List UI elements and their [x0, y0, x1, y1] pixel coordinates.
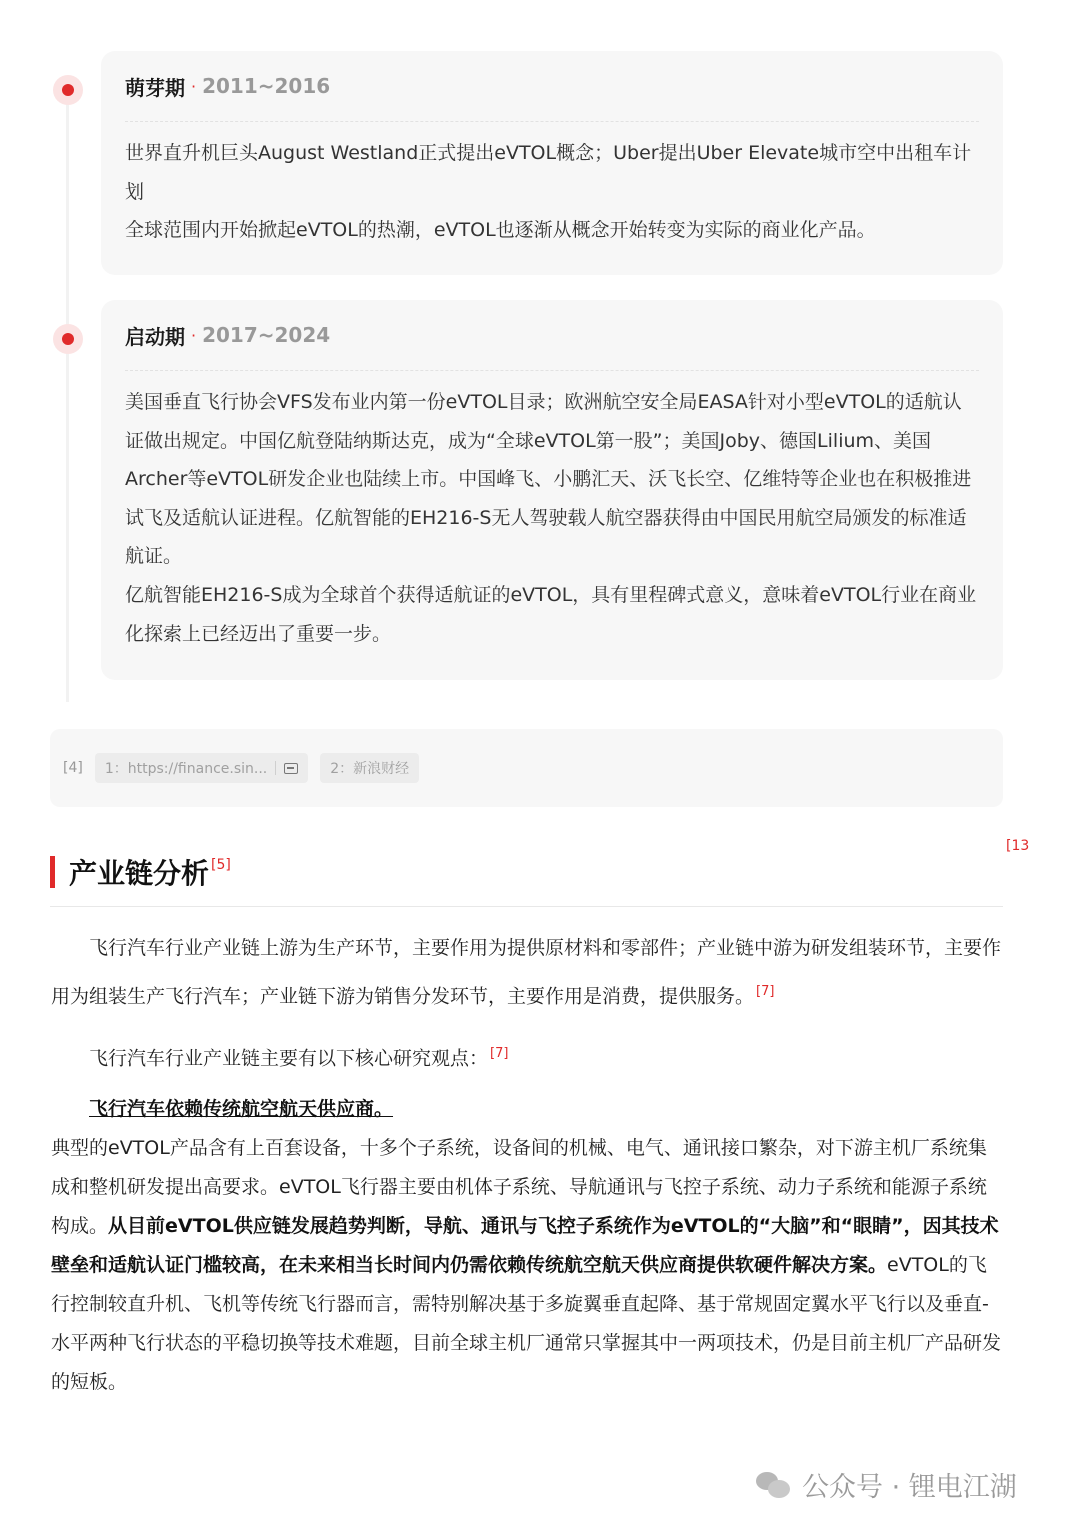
subheading: 飞行汽车依赖传统航空航天供应商。 — [89, 1098, 394, 1120]
stage-separator: · — [191, 325, 197, 345]
chip-divider — [275, 761, 276, 775]
stage-paragraph: 全球范围内开始掀起eVTOL的热潮，eVTOL也逐渐从概念开始转变为实际的商业化产品。 — [125, 219, 876, 242]
reference-source-chip[interactable] — [320, 753, 419, 783]
timeline-card-sprout — [101, 51, 1003, 275]
section-title: 产业链分析 — [69, 857, 210, 890]
paragraph-supply-chain — [51, 1129, 1003, 1402]
section-accent-bar — [50, 856, 55, 888]
reference-bar — [50, 729, 1003, 807]
timeline-card-header — [125, 300, 979, 370]
timeline-card-launch — [101, 300, 1003, 680]
reference-label: 2：新浪财经 — [330, 761, 410, 777]
stage-paragraph: 亿航智能EH216-S成为全球首个获得适航证的eVTOL，具有里程碑式意义，意味着eVTOL行业在商业化探索上已经迈出了重要一步。 — [125, 583, 977, 645]
timeline-line — [66, 80, 69, 702]
timeline-dot — [53, 324, 83, 354]
stage-title: 启动期 — [125, 324, 185, 349]
stage-years: 2011~2016 — [202, 74, 331, 98]
stage-separator: · — [191, 76, 197, 96]
paragraph-bold-text: 从目前eVTOL供应链发展趋势判断，导航、通讯与飞控子系统作为eVTOL的“大脑”和“眼睛”，因其技术壁垒和适航认证门槛较高，在未来相当长时间内仍需依赖传统航空航天供应商提供软硬件解决方案。 — [51, 1215, 999, 1276]
watermark-text: 公众号 · 锂电江湖 — [802, 1471, 1017, 1503]
stage-title: 萌芽期 — [125, 75, 185, 100]
reference-index: [4] — [63, 760, 83, 776]
watermark — [756, 1462, 1017, 1506]
citation-ref[interactable]: [7] — [756, 984, 775, 999]
paragraph-core-views — [51, 1032, 1003, 1080]
paragraph-text: 典型的eVTOL产品含有上百套设备，十多个子系统，设备间的机械、电气、通讯接口繁杂，对下游主机厂系统集成和整机研发提出高要求。eVTOL飞行器主要由机体子系统、导航通讯与飞控子系统、动力子系统和能源子系统构成。 — [51, 1137, 987, 1237]
stage-paragraph: 美国垂直飞行协会VFS发布业内第一份eVTOL目录；欧洲航空安全局EASA针对小型eVTOL的适航认证做出规定。中国亿航登陆纳斯达克，成为“全球eVTOL第一股”；美国Joby、德国Lilium、美国Archer等eVTOL研发企业也陆续上市。中国峰飞、小鹏汇天、沃飞长空、亿维特等企业也在积极推进试飞及适航认证进程。亿航智能的EH216-S无人驾驶载人航空器获得由中国民用航空局颁发的标准适航证。 — [125, 391, 972, 568]
citation-ref[interactable]: [5] — [211, 857, 231, 873]
paragraph-text: 飞行汽车行业产业链上游为生产环节，主要作用为提供原材料和零部件；产业链中游为研发组装环节，主要作用为组装生产飞行汽车；产业链下游为销售分发环节，主要作用是消费，提供服务。 — [51, 937, 1002, 1008]
side-citation-ref[interactable]: [13 — [1006, 838, 1030, 854]
paragraph-text: 飞行汽车行业产业链主要有以下核心研究观点： — [89, 1047, 489, 1070]
paragraph-text: eVTOL的飞行控制较直升机、飞机等传统飞行器而言，需特别解决基于多旋翼垂直起降、基于常规固定翼水平飞行以及垂直-水平两种飞行状态的平稳切换等技术难题，目前全球主机厂通常只掌握其中一两项技术，仍是目前主机厂产品研发的短板。 — [51, 1254, 1002, 1393]
reference-label: 1：https://finance.sin... — [104, 761, 268, 777]
divider — [125, 370, 979, 371]
stage-description — [125, 383, 979, 653]
timeline-dot — [53, 75, 83, 105]
timeline-card-header — [125, 51, 979, 121]
paragraph-industry-chain — [51, 927, 1003, 1018]
citation-ref[interactable]: [7] — [490, 1046, 509, 1061]
external-link-icon[interactable] — [284, 763, 298, 774]
stage-paragraph: 世界直升机巨头August Westland正式提出eVTOL概念；Uber提出Uber Elevate城市空中出租车计划 — [125, 142, 972, 203]
divider — [125, 121, 979, 122]
section-heading — [50, 855, 231, 889]
section-divider — [50, 906, 1003, 907]
reference-link-chip[interactable] — [95, 753, 308, 783]
stage-years: 2017~2024 — [202, 323, 331, 347]
stage-description — [125, 134, 979, 250]
wechat-icon — [756, 1470, 792, 1498]
